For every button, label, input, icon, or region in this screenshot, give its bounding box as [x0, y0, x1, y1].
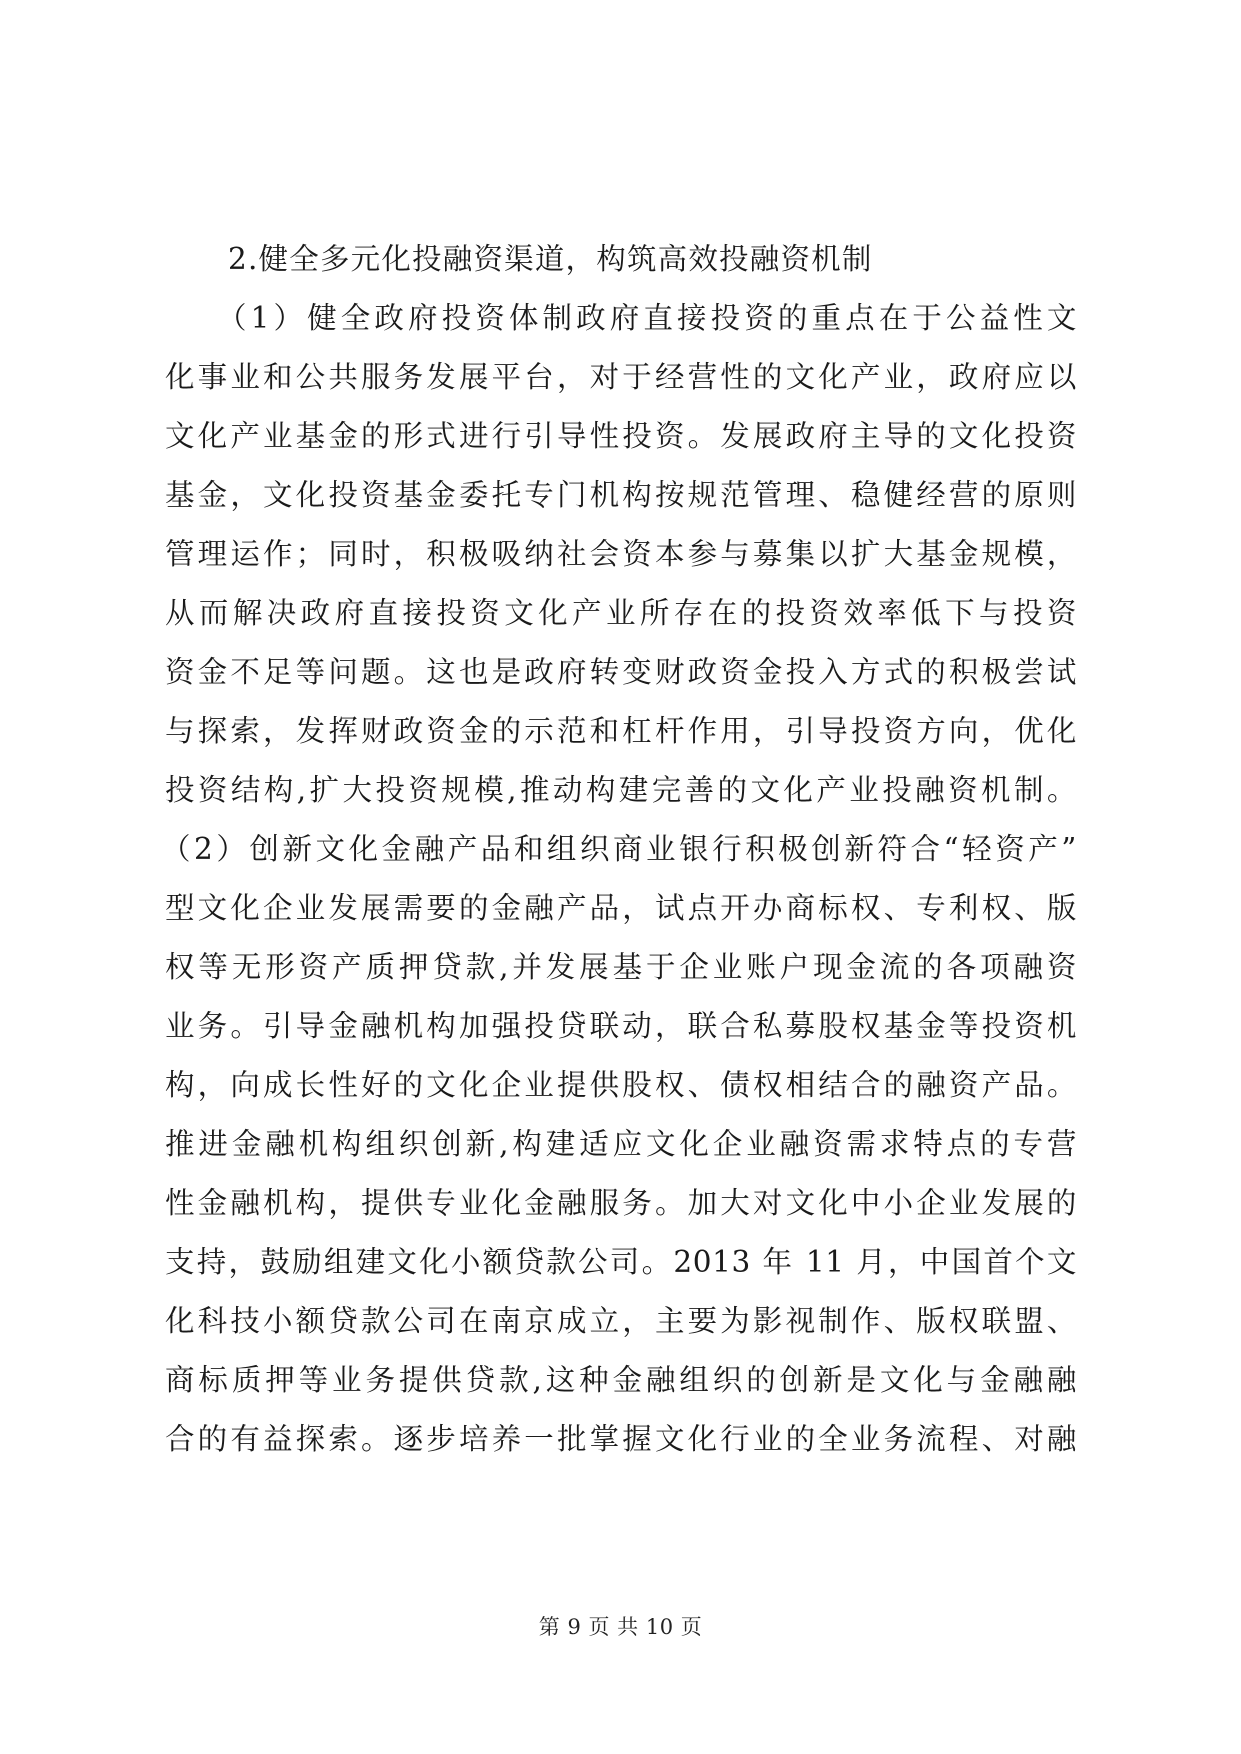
- paragraph-2-line: 支持，鼓励组建文化小额贷款公司。2013 年 11 月，中国首个文: [165, 1245, 1077, 1279]
- paragraph-2-line: 推进金融机构组织创新,构建适应文化企业融资需求特点的专营: [165, 1127, 1077, 1161]
- paragraph-1-line: 资金不足等问题。这也是政府转变财政资金投入方式的积极尝试: [165, 655, 1077, 689]
- paragraph-2-line: （2）创新文化金融产品和组织商业银行积极创新符合“轻资产”: [161, 832, 1077, 866]
- paragraph-2-line: 化科技小额贷款公司在南京成立，主要为影视制作、版权联盟、: [165, 1304, 1077, 1338]
- paragraph-1-line: 投资结构,扩大投资规模,推动构建完善的文化产业投融资机制。: [165, 773, 1077, 807]
- paragraph-2-line: 构，向成长性好的文化企业提供股权、债权相结合的融资产品。: [165, 1068, 1077, 1102]
- paragraph-1-line: 基金，文化投资基金委托专门机构按规范管理、稳健经营的原则: [165, 478, 1077, 512]
- page-number-footer: 第 9 页 共 10 页: [538, 1615, 703, 1639]
- paragraph-1-line: 文化产业基金的形式进行引导性投资。发展政府主导的文化投资: [165, 419, 1077, 453]
- paragraph-2-line: 商标质押等业务提供贷款,这种金融组织的创新是文化与金融融: [165, 1363, 1077, 1397]
- section-heading: 2.健全多元化投融资渠道，构筑高效投融资机制: [228, 242, 873, 276]
- paragraph-1-line: （1）健全政府投资体制政府直接投资的重点在于公益性文: [217, 301, 1077, 335]
- document-body: [161, 230, 1077, 1469]
- paragraph-1-line: 从而解决政府直接投资文化产业所存在的投资效率低下与投资: [165, 596, 1077, 630]
- paragraph-2-line: 性金融机构，提供专业化金融服务。加大对文化中小企业发展的: [165, 1186, 1077, 1220]
- paragraph-1-line: 与探索，发挥财政资金的示范和杠杆作用，引导投资方向，优化: [165, 714, 1077, 748]
- paragraph-1-line: 化事业和公共服务发展平台，对于经营性的文化产业，政府应以: [165, 360, 1077, 394]
- paragraph-2-line: 权等无形资产质押贷款,并发展基于企业账户现金流的各项融资: [165, 950, 1077, 984]
- paragraph-2-line: 合的有益探索。逐步培养一批掌握文化行业的全业务流程、对融: [165, 1422, 1077, 1456]
- paragraph-1-line: 管理运作；同时，积极吸纳社会资本参与募集以扩大基金规模，: [165, 537, 1077, 571]
- paragraph-2-line: 业务。引导金融机构加强投贷联动，联合私募股权基金等投资机: [165, 1009, 1077, 1043]
- paragraph-2-line: 型文化企业发展需要的金融产品，试点开办商标权、专利权、版: [165, 891, 1077, 925]
